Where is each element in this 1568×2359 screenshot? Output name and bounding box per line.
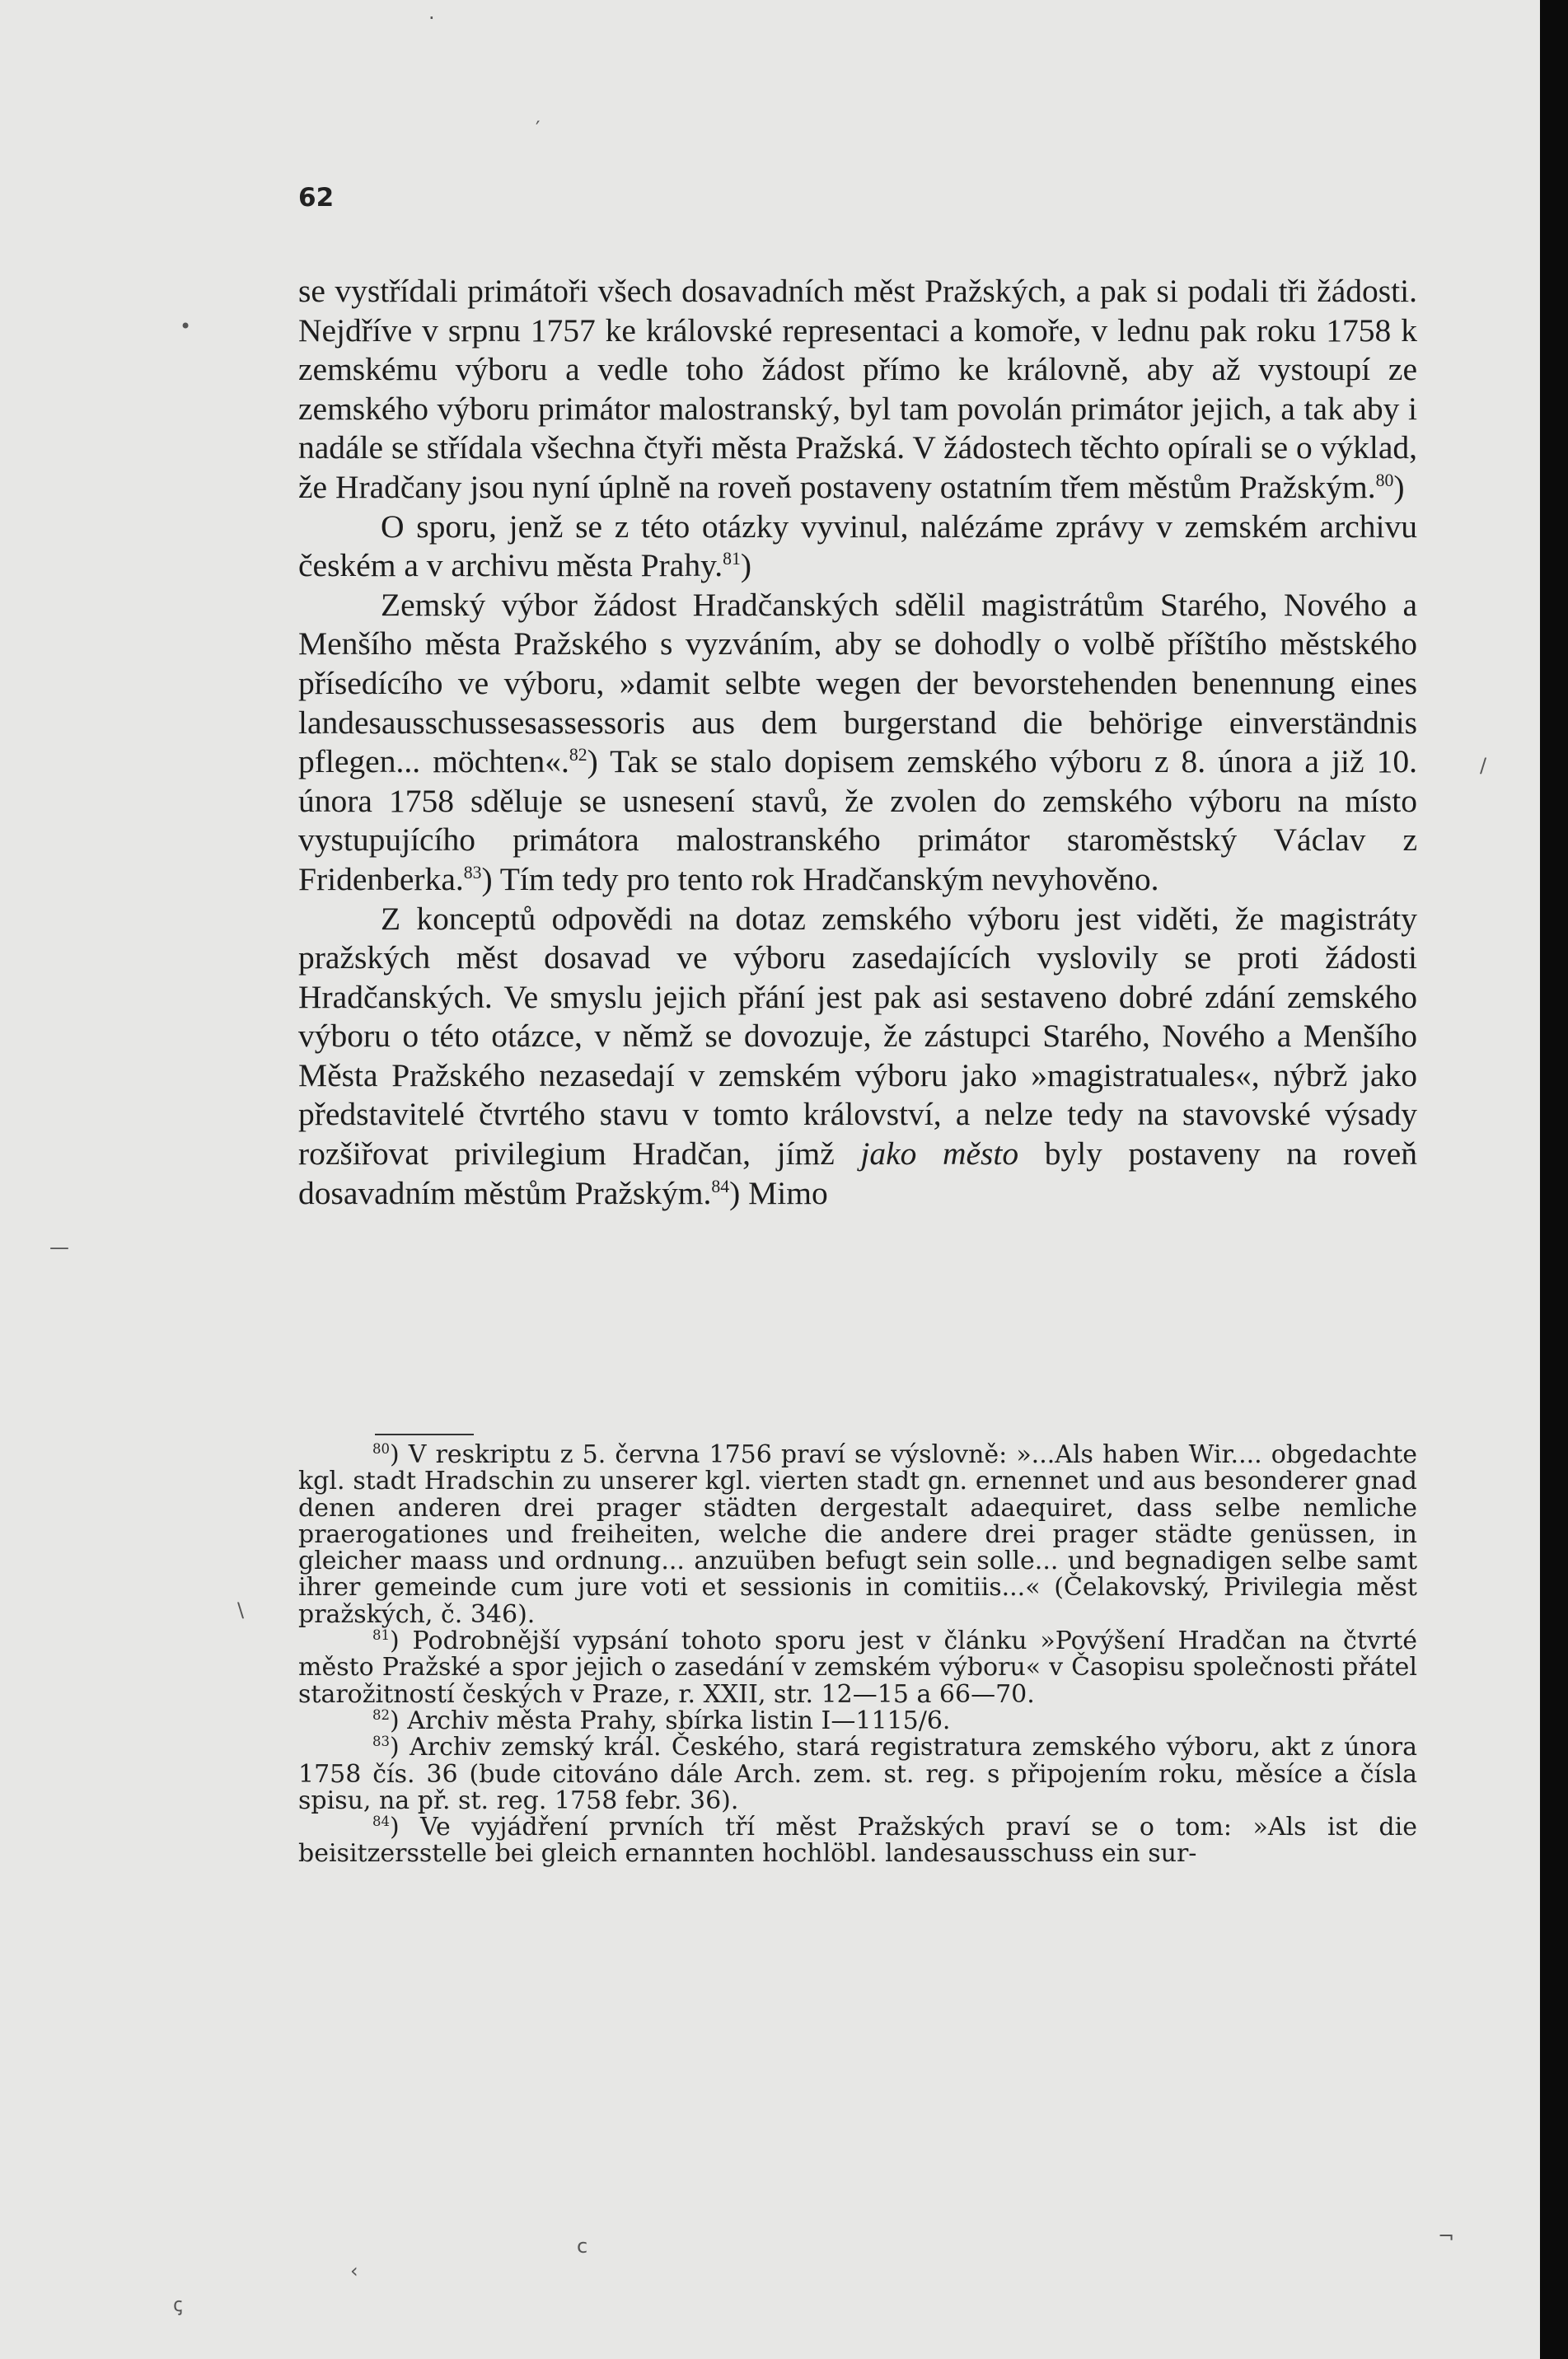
scan-speck: ꞔ <box>173 2293 183 2316</box>
footnote <box>298 1708 1417 1734</box>
scan-speck: c <box>577 2235 588 2258</box>
main-text <box>298 272 1417 1213</box>
page-number: 62 <box>298 183 335 213</box>
scan-speck: / <box>1480 754 1487 777</box>
footnote-text: ) Ve vyjádření prvních tří měst Pražských praví se o tom: »Als ist die beisitzersstelle bei gleich ernannten hochlöbl. landesausschuss ein sur- <box>298 1813 1417 1869</box>
footnote-marker: 80 <box>372 1441 390 1457</box>
scan-edge-bar <box>1540 0 1568 2359</box>
footnote-marker: 84 <box>372 1814 390 1830</box>
footnote <box>298 1734 1417 1814</box>
paragraph-text: se vystřídali primátoři všech dosavadních měst Pražských, a pak si podali tři žádosti. Nejdříve v srpnu 1757 ke královské representaci a komoře, v lednu pak roku 1758 k zemskému výboru a vedle toho žádost přímo ke královně, aby až vystoupí ze zemského výboru primátor malostranský, byl tam povolán primátor jejich, a tak aby i nadále se střídala všechna čtyři města Pražská. V žádostech těchto opírali se o výklad, že Hradčany jsou nyní úplně na roveň postaveny ostatním třem městům Pražským. <box>298 273 1417 505</box>
paragraph-text: ) <box>1393 468 1405 505</box>
scan-speck: \ <box>237 1598 245 1622</box>
paragraph <box>298 900 1417 1214</box>
scan-speck: · <box>428 7 435 30</box>
footnote-text: ) V reskriptu z 5. června 1756 praví se výslovně: »...Als haben Wir.... obgedachte kgl. stadt Hradschin zu unserer kgl. vierten stadt gn. ernennet und aus besonderer gnad denen anderen drei prager städten dergestalt adaequiret, dass selbe nemliche praerogationes und freiheiten, welche die andere drei prager städte genüssen, in gleicher maass und ordnung... anzuüben befugt sein solle... und begnadigen selbe samt ihrer gemeinde cum jure voti et sessionis in comitiis...« (Čelakovský, Privilegia měst pražských, č. 346). <box>298 1440 1417 1629</box>
footnote <box>298 1814 1417 1868</box>
paragraph-text: ) Mimo <box>729 1174 828 1211</box>
footnote-marker: 81 <box>372 1627 390 1644</box>
footnote-reference: 84 <box>711 1176 730 1196</box>
paragraph <box>298 508 1417 586</box>
paragraph-text: ) Tak se stalo dopisem zemského výboru z 8. února a již 10. února 1758 sděluje se usnesení stavů, že zvolen do zemského výboru na místo vystupujícího primátora malostranského primátor staroměstský Václav z Fridenberka. <box>298 743 1417 897</box>
scan-speck: ‹ <box>350 2259 358 2282</box>
paragraph-text: byly postaveny na roveň dosavadním městům Pražským. <box>298 1135 1417 1211</box>
footnote-text: ) Archiv města Prahy, sbírka listin I—1115/6. <box>390 1706 951 1735</box>
emphasis-text: jako město <box>860 1135 1019 1172</box>
paragraph <box>298 272 1417 508</box>
scan-speck: • <box>180 315 192 338</box>
scan-speck: ′ <box>536 117 541 140</box>
footnotes <box>298 1442 1417 1868</box>
footnote <box>298 1628 1417 1708</box>
footnote-marker: 83 <box>372 1734 390 1750</box>
scan-speck: — <box>49 1236 69 1259</box>
footnote <box>298 1442 1417 1628</box>
paragraph-text: O sporu, jenž se z této otázky vyvinul, nalézáme zprávy v zemském archivu českém a v archivu města Prahy. <box>298 508 1417 584</box>
paragraph-text: ) <box>740 547 752 584</box>
footnote-text: ) Archiv zemský král. Českého, stará registratura zemského výboru, akt z února 1758 čís. 36 (bude citováno dále Arch. zem. st. reg. s připojením roku, měsíce a čísla spisu, na př. st. reg. 1758 febr. 36). <box>298 1733 1417 1815</box>
paragraph <box>298 586 1417 900</box>
paragraph-text: ) Tím tedy pro tento rok Hradčanským nevyhověno. <box>481 860 1159 897</box>
paragraph-text: Zemský výbor žádost Hradčanských sdělil magistrátům Starého, Nového a Menšího města Pražského s vyzváním, aby se dohodly o volbě příštího městského přísedícího ve výboru, »damit selbte wegen der bevorstehenden benennung eines landesausschussesassessoris aus dem burgerstand die behörige einverständnis pflegen... möchten«. <box>298 586 1417 780</box>
footnote-reference: 80 <box>1375 470 1394 490</box>
footnote-text: ) Podrobnější vypsání tohoto sporu jest v článku »Povýšení Hradčan na čtvrté město Pražské a spor jejich o zasedání v zemském výboru« v Časopisu společnosti přátel starožitností českých v Praze, r. XXII, str. 12—15 a 66—70. <box>298 1626 1417 1709</box>
paragraph-text: Z konceptů odpovědi na dotaz zemského výboru jest viděti, že magistráty pražských měst dosavad ve výboru zasedajících vyslovily se proti žádosti Hradčanských. Ve smyslu jejich přání jest pak asi sestaveno dobré zdání zemského výboru o této otázce, v němž se dovozuje, že zástupci Starého, Nového a Menšího Města Pražského nezasedají v zemském výboru jako »magistratuales«, nýbrž jako představitelé čtvrtého stavu v tomto království, a nelze tedy na stavovské výsady rozšiřovat privilegium Hradčan, jímž <box>298 900 1417 1172</box>
footnote-reference: 83 <box>463 862 482 882</box>
footnote-reference: 81 <box>723 549 741 569</box>
footnote-marker: 82 <box>372 1706 390 1723</box>
footnote-divider <box>375 1434 474 1435</box>
footnote-reference: 82 <box>569 744 587 765</box>
scan-speck: ¬ <box>1438 2225 1455 2248</box>
